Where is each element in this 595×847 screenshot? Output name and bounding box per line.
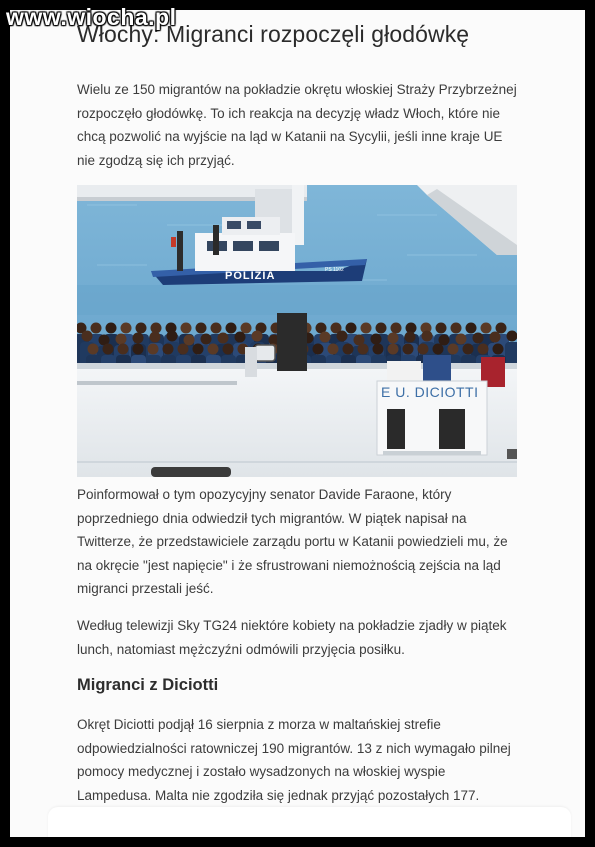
ship-name: E U. DICIOTTI <box>381 384 479 400</box>
article-title: Włochy: Migranci rozpoczęli głodówkę <box>77 21 470 47</box>
site-watermark: www.wiocha.pl <box>6 4 177 30</box>
screenshot-frame <box>10 10 585 837</box>
next-card-edge <box>48 807 571 837</box>
article-page <box>10 10 585 837</box>
boat-label: POLIZIA <box>225 270 276 282</box>
article-paragraph-3: Według telewizji Sky TG24 niektóre kobiety na pokładzie zjadły w piątek lunch, natomiast mężczyźni odmówili przyjęcia posiłku. <box>77 618 507 657</box>
article-photo <box>77 185 517 477</box>
ship-deck-photo <box>77 185 517 477</box>
article-intro: Wielu ze 150 migrantów na pokładzie okrętu włoskiej Straży Przybrzeżnej rozpoczęło głodówkę. To ich reakcja na decyzję władz Włoch, które nie chcą pozwolić na wyjście na ląd w Katanii na Sycylii, jeśli inne kraje UE nie zgodzą się ich przyjąć. <box>77 82 517 168</box>
boat-number: PS 1102 <box>325 267 344 273</box>
article-paragraph-2: Poinformował o tym opozycyjny senator Davide Faraone, który poprzedniego dnia odwiedził tych migrantów. W piątek napisał na Twitterze, że przedstawiciele zarządu portu w Katanii powiedzieli mu, że na okręcie "jest napięcie" i że sfrustrowani niemożnością zejścia na ląd migranci przestali jeść. <box>77 487 508 596</box>
article-subheading: Migranci z Diciotti <box>77 676 219 694</box>
article-paragraph-4: Okręt Diciotti podjął 16 sierpnia z morza w maltańskiej strefie odpowiedzialności ratowniczej 190 migrantów. 13 z nich wymagało pilnej pomocy medycznej i zostało wysadzonych na włoskiej wyspie Lampedusa. Malta nie zgodziła się jednak przyjąć pozostałych 177. <box>77 717 511 803</box>
